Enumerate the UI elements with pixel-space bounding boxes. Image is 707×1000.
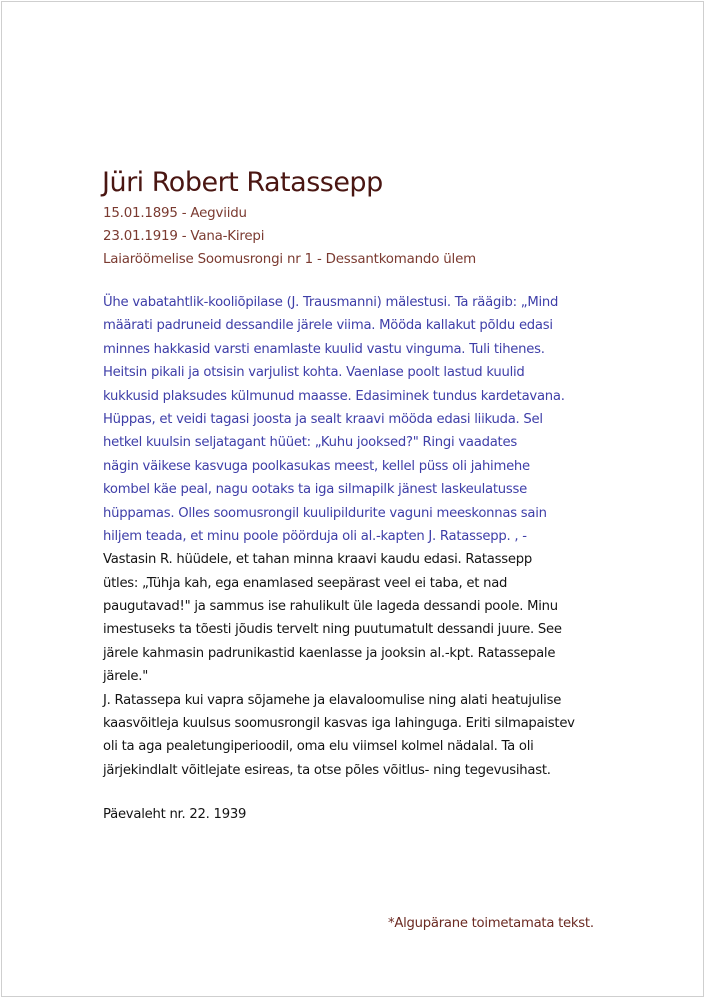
memoir-line: kaasvõitleja kuulsus soomusrongil kasvas iga lahinguga. Eriti silmapaistev (103, 716, 575, 732)
source-citation: Päevaleht nr. 22. 1939 (103, 807, 247, 822)
memoir-line: nägin väikese kasvuga poolkasukas meest, kellel püss oli jahimehe (103, 458, 530, 474)
memoir-line: Ühe vabatahtlik-kooliõpilase (J. Trausmanni) mälestusi. Ta räägib: „Mind (103, 295, 559, 310)
memoir-line: järjekindlalt võitlejate esireas, ta otse põles võitlus- ning tegevusihast. (103, 762, 551, 778)
memoir-line: imestuseks ta tõesti jõudis tervelt ning puutumatult dessandi juure. See (103, 622, 562, 638)
memoir-line: hetkel kuulsin seljatagant hüüet: „Kuhu jooksed?" Ringi vaadates (103, 435, 517, 451)
memoir-line: ütles: „Tühja kah, ega enamlased seepärast veel ei taba, et nad (103, 575, 508, 591)
memoir-line: järele kahmasin padrunikastid kaenlasse ja jooksin al.-kpt. Ratassepale (103, 645, 556, 661)
birth-date-place: 15.01.1895 - Aegviidu (103, 206, 247, 221)
memoir-line: Heitsin pikali ja otsisin varjulist kohta. Vaenlase poolt lastud kuulid (103, 365, 525, 381)
memoir-line: Vastasin R. hüüdele, et tahan minna kraavi kaudu edasi. Ratassepp (103, 552, 532, 568)
memoir-line: järele." (103, 669, 149, 685)
memoir-text (103, 291, 623, 782)
memoir-line: J. Ratassepa kui vapra sõjamehe ja elavaloomulise ning alati heatujulise (103, 692, 562, 708)
memoir-line: kukkusid plaksudes külmunud maasse. Edasiminek tundus kardetavana. (103, 388, 565, 404)
memoir-line: Hüppas, et veidi tagasi joosta ja sealt kraavi mööda edasi liikuda. Sel (103, 411, 543, 427)
memoir-line: kombel käe peal, nagu ootaks ta iga silmapilk jänest laskeulatusse (103, 482, 528, 498)
editorial-note: *Algupärane toimetamata tekst. (388, 916, 594, 931)
biographical-info (103, 202, 476, 271)
memoir-line: oli ta aga pealetungiperioodil, oma elu viimsel kolmel nädalal. Ta oli (103, 739, 534, 755)
memoir-line: hüppamas. Olles soomusrongil kuulipildurite vaguni meeskonnas sain (103, 505, 547, 521)
memoir-line: hiljem teada, et minu poole pöörduja oli al.-kapten J. Ratassepp. , - (103, 528, 527, 544)
memoir-line: määrati padruneid dessandile järele viima. Mööda kallakut põldu edasi (103, 318, 553, 334)
memoir-line: paugutavad!" ja sammus ise rahulikult üle lageda dessandi poole. Minu (103, 599, 558, 615)
death-date-place: 23.01.1919 - Vana-Kirepi (103, 229, 265, 244)
document-page (1, 1, 704, 997)
page-title: Jüri Robert Ratassepp (102, 167, 383, 198)
memoir-line: minnes hakkasid varsti enamlaste kuulid vastu vinguma. Tuli tihenes. (103, 341, 545, 357)
position-title: Laiaröömelise Soomusrongi nr 1 - Dessantkomando ülem (103, 252, 476, 267)
